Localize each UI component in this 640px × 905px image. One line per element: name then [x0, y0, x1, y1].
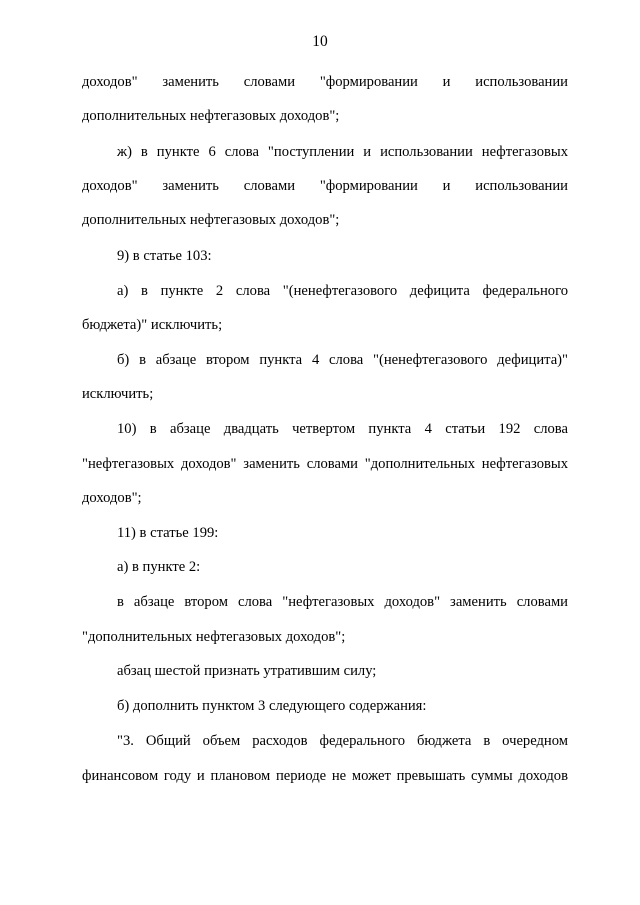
text-line: доходов" заменить словами "формировании и использовании — [82, 74, 568, 90]
text-line: финансовом году и плановом периоде не может превышать суммы доходов — [82, 768, 568, 784]
text-line: 10) в абзаце двадцать четвертом пункта 4 статьи 192 слова — [117, 421, 568, 437]
text-line: б) в абзаце втором пункта 4 слова "(ненефтегазового дефицита)" — [117, 352, 568, 368]
text-line: 11) в статье 199: — [117, 525, 219, 541]
text-line: доходов" заменить словами "формировании и использовании — [82, 178, 568, 194]
text-line: ж) в пункте 6 слова "поступлении и использовании нефтегазовых — [117, 144, 568, 160]
text-line: доходов"; — [82, 490, 142, 506]
text-line: "нефтегазовых доходов" заменить словами "дополнительных нефтегазовых — [82, 456, 568, 472]
text-line: дополнительных нефтегазовых доходов"; — [82, 212, 340, 228]
text-line: "дополнительных нефтегазовых доходов"; — [82, 629, 346, 645]
text-line: а) в пункте 2 слова "(ненефтегазового дефицита федерального — [117, 283, 568, 299]
text-line: бюджета)" исключить; — [82, 317, 223, 333]
text-line: исключить; — [82, 386, 154, 402]
text-line: 9) в статье 103: — [117, 248, 212, 264]
text-line: б) дополнить пунктом 3 следующего содержания: — [117, 698, 427, 714]
text-line: а) в пункте 2: — [117, 559, 201, 575]
text-line: дополнительных нефтегазовых доходов"; — [82, 108, 340, 124]
text-line: "3. Общий объем расходов федерального бюджета в очередном — [117, 733, 568, 749]
page-number: 10 — [312, 33, 328, 50]
text-line: в абзаце втором слова "нефтегазовых доходов" заменить словами — [117, 594, 568, 610]
text-line: абзац шестой признать утратившим силу; — [117, 663, 377, 679]
